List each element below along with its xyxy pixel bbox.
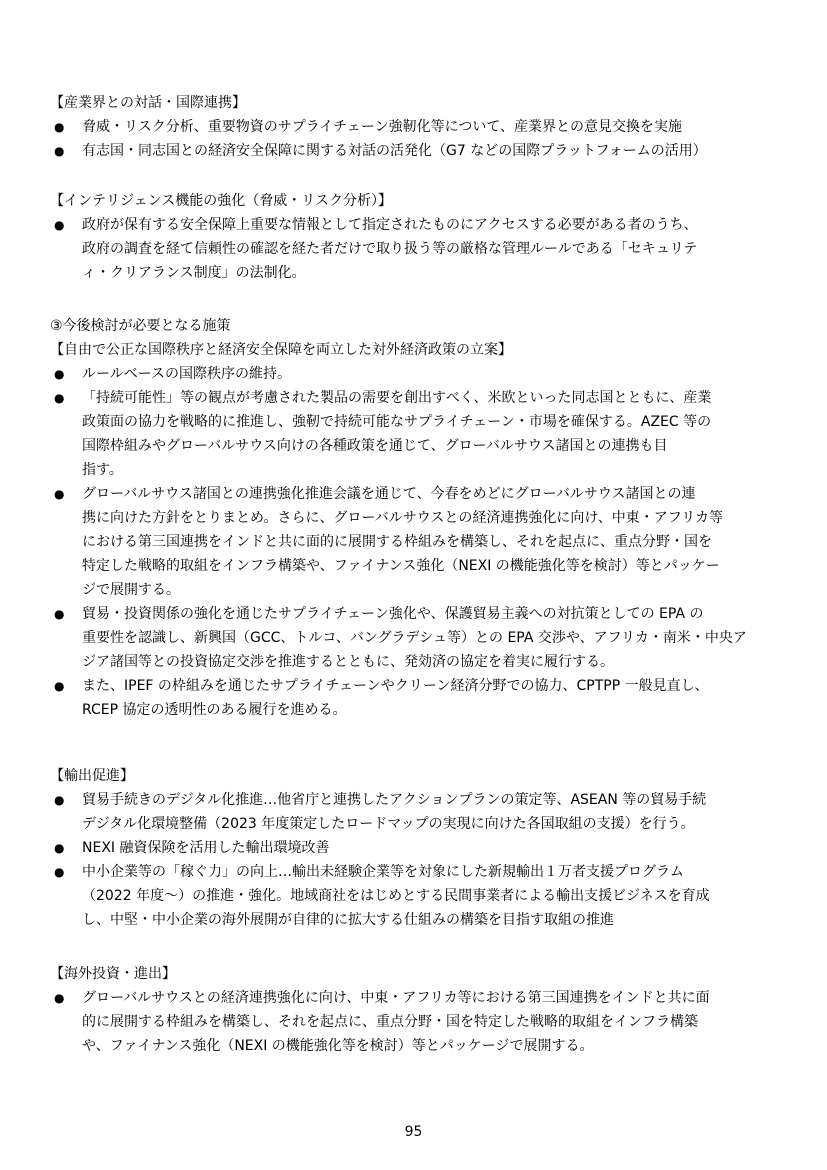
bullet-text-line: 特定した戦略的取組をインフラ構築や、ファイナンス強化（NEXI の機能強化等を検討）等とパッケー: [82, 558, 720, 574]
bullet-list: [50, 362, 780, 722]
bullet-text-line: NEXI 融資保険を活用した輸出環境改善: [82, 840, 330, 856]
bullet-text-line: や、ファイナンス強化（NEXI の機能強化等を検討）等とパッケージで展開する。: [82, 1038, 594, 1054]
bullet-item: [50, 860, 780, 932]
bullet-text-line: （2022 年度～）の推進・強化。地域商社をはじめとする民間事業者による輸出支援ビジネスを育成: [82, 888, 710, 904]
bullet-dot-icon: ●: [54, 487, 65, 501]
bullet-item: [50, 482, 780, 602]
bullet-list: [50, 115, 780, 163]
section-heading: 【輸出促進】: [50, 768, 134, 784]
bullet-dot-icon: ●: [54, 218, 65, 232]
bullet-dot-icon: ●: [54, 391, 65, 405]
bullet-text-line: 貿易・投資関係の強化を通じたサプライチェーン強化や、保護貿易主義への対抗策としての EPA の: [82, 606, 704, 622]
bullet-item: [50, 674, 780, 722]
bullet-text-line: ジア諸国等との投資協定交渉を推進するとともに、発効済の協定を着実に履行する。: [82, 654, 614, 670]
bullet-text-line: における第三国連携をインドと共に面的に展開する枠組みを構築し、それを起点に、重点分野・国を: [82, 534, 712, 550]
bullet-text-line: デジタル化環境整備（2023 年度策定したロードマップの実現に向けた各国取組の支援）を行う。: [82, 816, 695, 832]
bullet-list: [50, 986, 780, 1058]
bullet-item: [50, 788, 780, 836]
bullet-text-line: 有志国・同志国との経済安全保障に関する対話の活発化（G7 などの国際プラットフォームの活用）: [82, 143, 707, 159]
bullet-list: [50, 213, 780, 285]
bullet-item: [50, 139, 780, 163]
bullet-dot-icon: ●: [54, 991, 65, 1005]
section-intelligence: [50, 189, 780, 285]
section-heading: 【自由で公正な国際秩序と経済安全保障を両立した対外経済政策の立案】: [50, 342, 512, 358]
bullet-text-line: グローバルサウスとの経済連携強化に向け、中東・アフリカ等における第三国連携をインドと共に面: [82, 990, 710, 1006]
bullet-text-line: 指す。: [82, 462, 123, 478]
bullet-dot-icon: ●: [54, 793, 65, 807]
bullet-item: [50, 986, 780, 1058]
section-export-promotion: [50, 764, 780, 932]
bullet-text-line: 政府の調査を経て信頼性の確認を経た者だけで取り扱う等の厳格な管理ルールである「セキュリテ: [82, 241, 698, 257]
page-number: 95: [404, 1124, 423, 1140]
bullet-text-line: 政策面の協力を戦略的に推進し、強靭で持続可能なサプライチェーン・市場を確保する。AZEC 等の: [82, 414, 712, 430]
bullet-item: [50, 213, 780, 285]
bullet-text-line: 政府が保有する安全保障上重要な情報として指定されたものにアクセスする必要がある者のうち、: [82, 217, 698, 233]
subsection-title: ③今後検討が必要となる施策: [50, 318, 231, 334]
bullet-dot-icon: ●: [54, 679, 65, 693]
bullet-dot-icon: ●: [54, 120, 65, 134]
bullet-text-line: ジで展開する。: [82, 582, 180, 598]
section-heading: 【海外投資・進出】: [50, 966, 176, 982]
bullet-dot-icon: ●: [54, 144, 65, 158]
bullet-dot-icon: ●: [54, 841, 65, 855]
bullet-text-line: 脅威・リスク分析、重要物資のサプライチェーン強靭化等について、産業界との意見交換を実施: [82, 119, 683, 135]
bullet-text-line: し、中堅・中小企業の海外展開が自律的に拡大する仕組みの構築を目指す取組の推進: [82, 912, 614, 928]
bullet-text-line: ィ・クリアランス制度」の法制化。: [82, 265, 306, 281]
bullet-list: [50, 788, 780, 932]
bullet-text-line: 貿易手続きのデジタル化推進…他省庁と連携したアクションプランの策定等、ASEAN 等の貿易手続: [82, 792, 707, 808]
section-heading: 【インテリジェンス機能の強化（脅威・リスク分析）】: [50, 193, 393, 209]
bullet-text-line: 重要性を認識し、新興国（GCC、トルコ、バングラデシュ等）との EPA 交渉や、アフリカ・南米・中央ア: [82, 630, 747, 646]
bullet-item: [50, 115, 780, 139]
section-heading: 【産業界との対話・国際連携】: [50, 95, 246, 111]
section-future-measures: [50, 314, 780, 722]
bullet-text-line: また、IPEF の枠組みを通じたサプライチェーンやクリーン経済分野での協力、CPTPP 一般見直し、: [82, 678, 709, 694]
bullet-item: [50, 362, 780, 386]
bullet-text-line: ルールベースの国際秩序の維持。: [82, 366, 292, 382]
bullet-dot-icon: ●: [54, 865, 65, 879]
bullet-item: [50, 386, 780, 482]
bullet-text-line: 中小企業等の「稼ぐ力」の向上…輸出未経験企業等を対象にした新規輸出１万者支援プログラム: [82, 864, 684, 880]
section-overseas-investment: [50, 962, 780, 1058]
section-industry-dialogue: [50, 91, 780, 163]
bullet-text-line: 携に向けた方針をとりまとめ。さらに、グローバルサウスとの経済連携強化に向け、中東・アフリカ等: [82, 510, 724, 526]
bullet-dot-icon: ●: [54, 367, 65, 381]
bullet-item: [50, 602, 780, 674]
bullet-text-line: RCEP 協定の透明性のある履行を進める。: [82, 702, 347, 718]
bullet-text-line: 国際枠組みやグローバルサウス向けの各種政策を通じて、グローバルサウス諸国との連携も目: [82, 438, 668, 454]
bullet-dot-icon: ●: [54, 607, 65, 621]
bullet-item: [50, 836, 780, 860]
bullet-text-line: 「持続可能性」等の観点が考慮された製品の需要を創出すべく、米欧といった同志国とともに、産業: [82, 390, 712, 406]
bullet-text-line: グローバルサウス諸国との連携強化推進会議を通じて、今春をめどにグローバルサウス諸国との連: [82, 486, 696, 502]
bullet-text-line: 的に展開する枠組みを構築し、それを起点に、重点分野・国を特定した戦略的取組をインフラ構築: [82, 1014, 698, 1030]
